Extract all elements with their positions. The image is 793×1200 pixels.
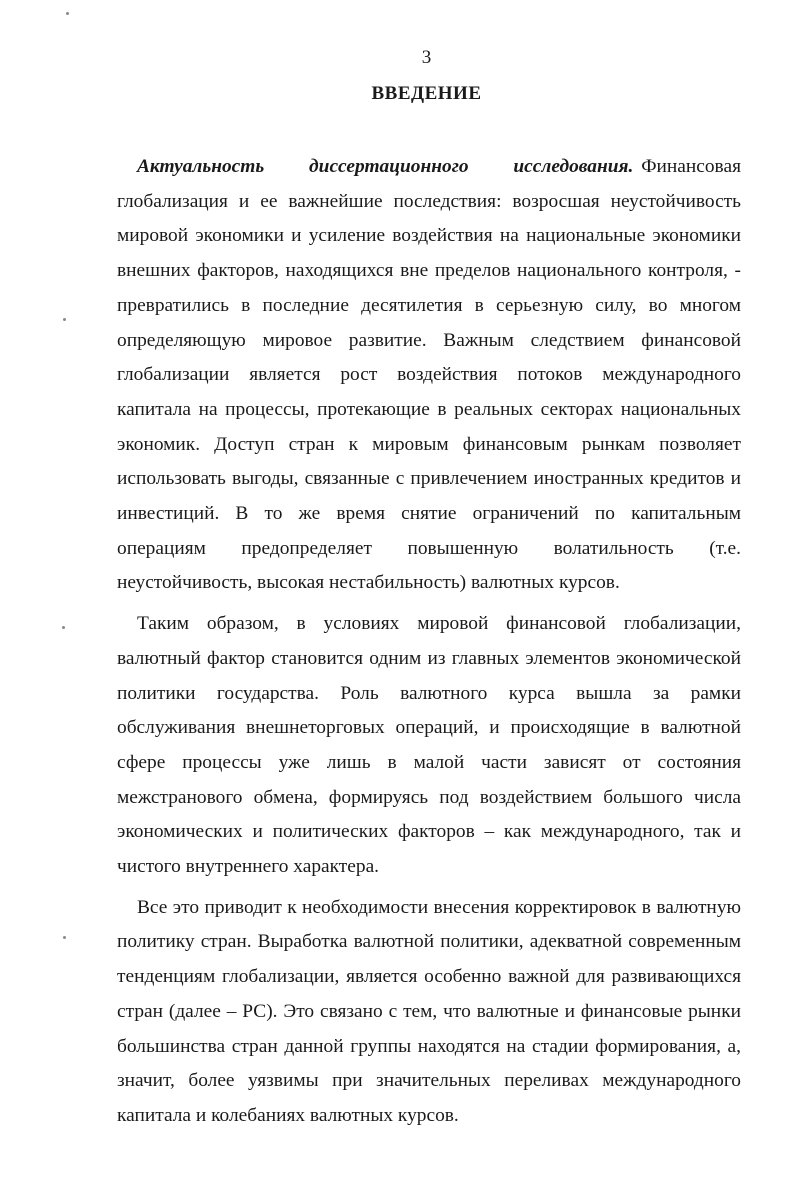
page-title: ВВЕДЕНИЕ (371, 83, 482, 104)
paragraph: Все это приводит к необходимости внесения корректировок в валютную политику стран. Выработка валютной политики, адекватной современным тенденциям глобализации, является особенно важной для развивающихся стран (далее – РС). Это связано с тем, что валютные и финансовые рынки большинства стран данной группы находятся на стадии формирования, а, значит, более уязвимы при значительных переливах международного капитала и колебаниях валютных курсов. (117, 896, 741, 1126)
scan-mark (63, 318, 66, 321)
paragraph-lead: Актуальность диссертационного исследования. (137, 156, 634, 177)
scan-mark (66, 12, 69, 15)
page-number: 3 (421, 47, 432, 68)
body-text (117, 150, 741, 1134)
paragraph-text: Финансовая глобализация и ее важнейшие последствия: возросшая неустойчивость мировой экономики и усиление воздействия на национальные экономики внешних факторов, находящихся вне пределов национального контроля, - превратились в последние десятилетия в серьезную силу, во многом определяющую мировое развитие. Важным следствием финансовой глобализации является рост воздействия потоков международного капитала на процессы, протекающие в реальных секторах национальных экономик. Доступ стран к мировым финансовым рынкам позволяет использовать выгоды, связанные с привлечением иностранных кредитов и инвестиций. В то же время снятие ограничений по капитальным операциям предопределяет повышенную волатильность (т.е. неустойчивость, высокая нестабильность) валютных курсов. (117, 156, 741, 594)
paragraph: Таким образом, в условиях мировой финансовой глобализации, валютный фактор становится одним из главных элементов экономической политики государства. Роль валютного курса вышла за рамки обслуживания внешнеторговых операций, и происходящие в валютной сфере процессы уже лишь в малой части зависят от состояния межстранового обмена, формируясь под воздействием большого числа экономических и политических факторов – как международного, так и чистого внутреннего характера. (117, 613, 741, 878)
scan-mark (63, 936, 66, 939)
paragraph (117, 150, 741, 601)
scan-mark (62, 626, 65, 629)
